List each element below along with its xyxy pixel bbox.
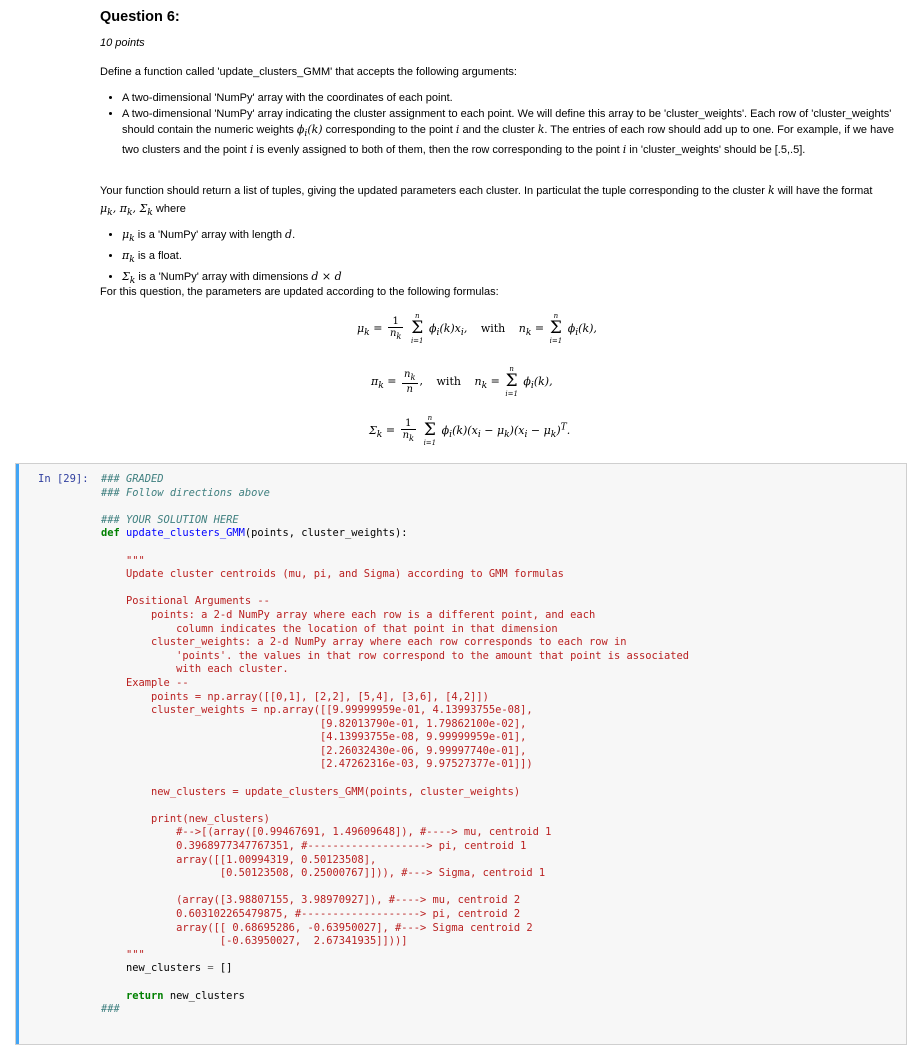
- code-def-keyword: def: [101, 527, 120, 540]
- formulas-intro: For this question, the parameters are updated according to the following formulas:: [100, 286, 499, 298]
- code-docstring-open: """: [101, 554, 145, 567]
- code-docstring: Update cluster centroids (mu, pi, and Sigma) according to GMM formulas Positional Arguments -- points: a 2-d NumPy array where each row is a different point, and each column indicates the location of that point in that dimension cluster_weights: a 2-d NumPy array where each row corresponds to each row in 'points'. the values in that row correspond to the amount that point is associated with each cluster. Example -- points = np.array([[0,1], [2,2], [5,4], [3,6], [4,2]]) cluster_weights = np.array([[9.99999959e-01, 4.13993755e-08], [9.82013790e-01, 1.79862100e-02], [4.13993755e-08, 9.99999959e-01], [2.26032430e-06, 9.99997740e-01], [2.47262316e-03, 9.97527377e-01]]) new_clusters = update_clusters_GMM(points, cluster_weights) print(new_clusters) #-->[(array([0.99467691, 1.49609648]), #----> mu, centroid 1 0.3968977347767351, #-------------------> pi, centroid 1 array([[1.00994319, 0.50123508], [0.50123508, 0.25000767]])), #---> Sigma, centroid 1 (array([3.98807155, 3.98970927]), #----> mu, centroid 2 0.603102265479875, #-------------------> pi, centroid 2 array([[ 0.68695286, -0.63950027], #---> Sigma centroid 2 [-0.63950027, 2.67341935]]))]: [126, 568, 690, 948]
- code-comment-graded: ### GRADED: [101, 473, 164, 485]
- param-pi: • $\pi_k$ is a float.: [122, 247, 342, 268]
- param-mu: • $\mu_k$ is a 'NumPy' array with length d.: [122, 226, 342, 247]
- code-comment-end: ###: [101, 1003, 120, 1016]
- code-function-name: update_clusters_GMM: [126, 527, 245, 540]
- argument-item-1: • A two-dimensional 'NumPy' array with the coordinates of each point.: [122, 91, 912, 107]
- code-assign-var: new_clusters: [101, 962, 202, 975]
- param-sigma: • $\Sigma_k$ is a 'NumPy' array with dimensions d × d: [122, 268, 342, 289]
- code-editor[interactable]: [101, 473, 689, 1017]
- code-docstring-close: """: [101, 948, 145, 961]
- code-return-keyword: return: [101, 989, 164, 1002]
- question-intro: Define a function called 'update_clusters_GMM' that accepts the following arguments:: [100, 66, 517, 78]
- code-cell[interactable]: [15, 463, 907, 1045]
- formula-pi: $\pi_k$ = $\frac{n_k}{n}$ , with $n_k$ = n Σ i=1 $\phi_i(k)$,: [371, 365, 553, 398]
- code-function-args: (points, cluster_weights):: [244, 527, 408, 540]
- question-title: Question 6:: [100, 9, 180, 25]
- formula-sigma: $\Sigma_k$ = $\frac{1}{n_k}$ n Σ i=1 $\phi_i(k)(x_i - \mu_k)(x_i - \mu_k)^T$.: [369, 414, 571, 447]
- cell-selection-bar: [16, 464, 19, 1044]
- question-points: 10 points: [100, 37, 145, 49]
- code-assign-op: =: [207, 962, 214, 975]
- code-comment-directions: ### Follow directions above: [101, 486, 270, 499]
- return-description: Your function should return a list of tuples, giving the updated parameters each cluster. In particulat the tuple corresponding to the cluster k will have the format $\mu_k$, $\pi_k$, $\Sigma_k$ where: [100, 184, 873, 219]
- cell-prompt: In [29]:: [38, 473, 89, 485]
- argument-item-2: • A two-dimensional 'NumPy' array indicating the cluster assignment to each point. We will define this array to be 'cluster_weights'. Each row of 'cluster_weights' should contain the numeric weights $\phi_i(k)$ corresponding to the point i and the cluster k. The entries of each row should add up to one. For example, if we have two clusters and the point i is evenly assigned to both of them, then the row corresponding to the point i in 'cluster_weights' should be [.5,.5].: [122, 107, 912, 159]
- parameters-list: [104, 226, 342, 290]
- formula-mu: $\mu_k$ = $\frac{1}{n_k}$ n Σ i=1 $\phi_i(k)x_i$, with $n_k$ = n Σ i=1 $\phi_i(k)$,: [357, 312, 597, 345]
- code-assign-value: []: [219, 962, 233, 975]
- code-comment-solution: ### YOUR SOLUTION HERE: [101, 513, 239, 526]
- code-return-value: new_clusters: [169, 989, 245, 1002]
- arguments-list: [104, 91, 912, 158]
